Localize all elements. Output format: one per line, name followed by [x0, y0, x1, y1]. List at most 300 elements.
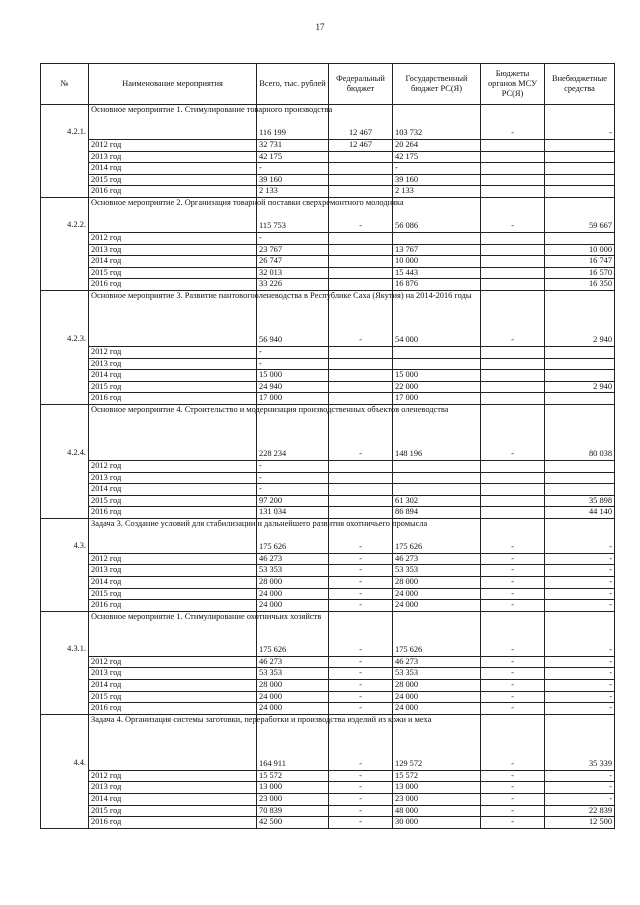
year-row — [41, 770, 615, 782]
year-state-cell: 48 000 — [393, 805, 481, 817]
year-municipal-cell: - — [481, 577, 545, 589]
section-name: Задача 3. Создание условий для стабилизации и дальнейшего развития охотничьего промысла — [89, 518, 257, 553]
year-state-cell: 17 000 — [393, 393, 481, 405]
year-municipal-cell: - — [481, 794, 545, 806]
year-federal-cell — [329, 484, 393, 496]
year-label: 2016 год — [89, 279, 257, 291]
year-row — [41, 656, 615, 668]
year-state-cell: 86 894 — [393, 507, 481, 519]
header-number: № — [41, 64, 89, 105]
year-total-cell: 42 500 — [257, 817, 329, 829]
year-label: 2013 год — [89, 244, 257, 256]
year-total-cell: 2 133 — [257, 186, 329, 198]
section-state-cell: 175 626 — [393, 611, 481, 656]
section-code: 4.2.4. — [41, 404, 89, 518]
year-total-cell: 24 000 — [257, 691, 329, 703]
year-row — [41, 186, 615, 198]
page-number: 17 — [315, 22, 325, 32]
section-row — [41, 290, 615, 346]
year-total-cell: - — [257, 484, 329, 496]
year-extrabudgetary-cell — [545, 140, 615, 152]
year-row — [41, 600, 615, 612]
year-federal-cell — [329, 370, 393, 382]
section-row — [41, 714, 615, 770]
year-label: 2014 год — [89, 163, 257, 175]
section-municipal-cell: - — [481, 105, 545, 140]
year-label: 2012 год — [89, 656, 257, 668]
year-extrabudgetary-cell — [545, 232, 615, 244]
year-extrabudgetary-cell — [545, 460, 615, 472]
year-label: 2015 год — [89, 805, 257, 817]
year-municipal-cell: - — [481, 600, 545, 612]
year-municipal-cell: - — [481, 588, 545, 600]
year-total-cell: 13 000 — [257, 782, 329, 794]
year-total-cell: - — [257, 472, 329, 484]
year-federal-cell — [329, 279, 393, 291]
year-row — [41, 472, 615, 484]
section-name: Основное мероприятие 3. Развитие пантовогооленеводства в Республике Саха (Якутия) на 2014-2016 годы — [89, 290, 257, 346]
year-federal-cell: - — [329, 600, 393, 612]
header-state-budget: Государственный бюджет РС(Я) — [393, 64, 481, 105]
year-federal-cell: - — [329, 817, 393, 829]
year-state-cell: 20 264 — [393, 140, 481, 152]
year-label: 2015 год — [89, 495, 257, 507]
year-federal-cell: - — [329, 588, 393, 600]
year-state-cell: 30 000 — [393, 817, 481, 829]
year-municipal-cell: - — [481, 782, 545, 794]
year-extrabudgetary-cell: - — [545, 691, 615, 703]
year-municipal-cell — [481, 484, 545, 496]
section-municipal-cell: - — [481, 714, 545, 770]
year-extrabudgetary-cell: - — [545, 680, 615, 692]
year-total-cell: 17 000 — [257, 393, 329, 405]
year-state-cell: 16 876 — [393, 279, 481, 291]
year-state-cell: 28 000 — [393, 577, 481, 589]
section-extrabudgetary-cell: - — [545, 105, 615, 140]
section-state-cell: 129 572 — [393, 714, 481, 770]
section-name: Основное мероприятие 2. Организация товарной поставки сверхремонтного молодняка — [89, 197, 257, 232]
section-extrabudgetary-cell: - — [545, 518, 615, 553]
section-state-cell: 103 732 — [393, 105, 481, 140]
year-row — [41, 553, 615, 565]
year-label: 2015 год — [89, 267, 257, 279]
year-extrabudgetary-cell: 10 000 — [545, 244, 615, 256]
year-municipal-cell — [481, 279, 545, 291]
year-municipal-cell: - — [481, 817, 545, 829]
year-row — [41, 393, 615, 405]
year-municipal-cell: - — [481, 691, 545, 703]
year-extrabudgetary-cell — [545, 186, 615, 198]
year-row — [41, 163, 615, 175]
year-state-cell: 39 160 — [393, 174, 481, 186]
year-federal-cell — [329, 244, 393, 256]
year-total-cell: - — [257, 346, 329, 358]
year-label: 2012 год — [89, 553, 257, 565]
year-total-cell: 42 175 — [257, 151, 329, 163]
year-state-cell — [393, 460, 481, 472]
year-municipal-cell: - — [481, 553, 545, 565]
year-municipal-cell: - — [481, 668, 545, 680]
section-code: 4.4. — [41, 714, 89, 828]
year-state-cell: 53 353 — [393, 668, 481, 680]
year-row — [41, 794, 615, 806]
year-extrabudgetary-cell: 44 140 — [545, 507, 615, 519]
section-municipal-cell: - — [481, 404, 545, 460]
year-label: 2016 год — [89, 600, 257, 612]
year-municipal-cell — [481, 140, 545, 152]
year-state-cell — [393, 358, 481, 370]
year-row — [41, 817, 615, 829]
year-extrabudgetary-cell: - — [545, 770, 615, 782]
year-total-cell: 15 000 — [257, 370, 329, 382]
year-label: 2016 год — [89, 703, 257, 715]
year-state-cell: 13 767 — [393, 244, 481, 256]
year-label: 2014 год — [89, 370, 257, 382]
year-state-cell: 24 000 — [393, 703, 481, 715]
year-label: 2015 год — [89, 691, 257, 703]
year-extrabudgetary-cell — [545, 346, 615, 358]
section-extrabudgetary-cell: - — [545, 611, 615, 656]
year-municipal-cell: - — [481, 805, 545, 817]
year-extrabudgetary-cell: - — [545, 656, 615, 668]
year-label: 2013 год — [89, 668, 257, 680]
year-extrabudgetary-cell: - — [545, 782, 615, 794]
year-federal-cell — [329, 507, 393, 519]
year-municipal-cell — [481, 244, 545, 256]
year-total-cell: 28 000 — [257, 577, 329, 589]
year-total-cell: 53 353 — [257, 565, 329, 577]
header-federal-budget: Федеральный бюджет — [329, 64, 393, 105]
section-state-cell: 54 000 — [393, 290, 481, 346]
section-row — [41, 105, 615, 140]
year-row — [41, 691, 615, 703]
year-label: 2016 год — [89, 393, 257, 405]
year-row — [41, 174, 615, 186]
section-name: Задача 4. Организация системы заготовки, переработки и производства изделий из кожи и меха — [89, 714, 257, 770]
year-federal-cell: - — [329, 805, 393, 817]
year-state-cell — [393, 346, 481, 358]
year-extrabudgetary-cell: 22 839 — [545, 805, 615, 817]
year-total-cell: 53 353 — [257, 668, 329, 680]
year-row — [41, 495, 615, 507]
year-municipal-cell: - — [481, 703, 545, 715]
year-row — [41, 256, 615, 268]
year-label: 2014 год — [89, 794, 257, 806]
year-federal-cell — [329, 472, 393, 484]
year-municipal-cell — [481, 186, 545, 198]
section-federal-cell: - — [329, 404, 393, 460]
year-federal-cell — [329, 174, 393, 186]
section-code: 4.3. — [41, 518, 89, 611]
year-total-cell: 24 000 — [257, 600, 329, 612]
year-municipal-cell — [481, 346, 545, 358]
section-federal-cell: - — [329, 197, 393, 232]
year-row — [41, 151, 615, 163]
section-federal-cell: - — [329, 290, 393, 346]
section-code: 4.2.2. — [41, 197, 89, 290]
year-municipal-cell: - — [481, 680, 545, 692]
year-extrabudgetary-cell — [545, 472, 615, 484]
year-total-cell: - — [257, 232, 329, 244]
year-state-cell — [393, 472, 481, 484]
year-municipal-cell — [481, 507, 545, 519]
year-row — [41, 588, 615, 600]
year-label: 2014 год — [89, 577, 257, 589]
year-total-cell: 15 572 — [257, 770, 329, 782]
year-state-cell: 22 000 — [393, 381, 481, 393]
year-label: 2013 год — [89, 472, 257, 484]
section-municipal-cell: - — [481, 197, 545, 232]
year-federal-cell: - — [329, 553, 393, 565]
section-extrabudgetary-cell: 59 667 — [545, 197, 615, 232]
section-federal-cell: - — [329, 611, 393, 656]
budget-table — [40, 63, 615, 829]
year-row — [41, 358, 615, 370]
year-total-cell: 131 034 — [257, 507, 329, 519]
year-extrabudgetary-cell: 2 940 — [545, 381, 615, 393]
year-municipal-cell — [481, 151, 545, 163]
year-state-cell: 2 133 — [393, 186, 481, 198]
year-total-cell: 23 000 — [257, 794, 329, 806]
year-state-cell — [393, 484, 481, 496]
year-extrabudgetary-cell: 16 747 — [545, 256, 615, 268]
year-state-cell: 53 353 — [393, 565, 481, 577]
year-state-cell: 23 000 — [393, 794, 481, 806]
year-label: 2012 год — [89, 232, 257, 244]
year-state-cell: 24 000 — [393, 691, 481, 703]
year-municipal-cell — [481, 460, 545, 472]
section-extrabudgetary-cell: 2 940 — [545, 290, 615, 346]
year-municipal-cell: - — [481, 770, 545, 782]
section-municipal-cell: - — [481, 290, 545, 346]
year-municipal-cell: - — [481, 565, 545, 577]
year-municipal-cell — [481, 232, 545, 244]
year-federal-cell: - — [329, 691, 393, 703]
year-municipal-cell — [481, 381, 545, 393]
year-label: 2015 год — [89, 588, 257, 600]
year-municipal-cell — [481, 472, 545, 484]
year-row — [41, 381, 615, 393]
year-federal-cell — [329, 256, 393, 268]
year-total-cell: 28 000 — [257, 680, 329, 692]
year-federal-cell — [329, 393, 393, 405]
section-state-cell: 148 196 — [393, 404, 481, 460]
section-federal-cell: - — [329, 714, 393, 770]
year-federal-cell: - — [329, 668, 393, 680]
year-label: 2012 год — [89, 140, 257, 152]
header-municipal-budget: Бюджеты органов МСУ РС(Я) — [481, 64, 545, 105]
year-federal-cell — [329, 186, 393, 198]
year-state-cell: 61 302 — [393, 495, 481, 507]
year-state-cell: 46 273 — [393, 553, 481, 565]
year-municipal-cell — [481, 267, 545, 279]
year-total-cell: 24 000 — [257, 703, 329, 715]
year-extrabudgetary-cell: - — [545, 668, 615, 680]
year-row — [41, 140, 615, 152]
year-state-cell: 15 443 — [393, 267, 481, 279]
year-total-cell: 33 226 — [257, 279, 329, 291]
year-row — [41, 346, 615, 358]
year-total-cell: - — [257, 163, 329, 175]
year-extrabudgetary-cell: - — [545, 794, 615, 806]
section-row — [41, 197, 615, 232]
year-total-cell: 24 000 — [257, 588, 329, 600]
year-federal-cell: 12 467 — [329, 140, 393, 152]
year-federal-cell — [329, 495, 393, 507]
year-state-cell: 13 000 — [393, 782, 481, 794]
year-label: 2012 год — [89, 770, 257, 782]
section-code: 4.2.3. — [41, 290, 89, 404]
year-label: 2016 год — [89, 186, 257, 198]
year-row — [41, 460, 615, 472]
year-state-cell: 42 175 — [393, 151, 481, 163]
year-municipal-cell — [481, 174, 545, 186]
section-name: Основное мероприятие 1. Стимулирование охотничьих хозяйств — [89, 611, 257, 656]
year-federal-cell — [329, 460, 393, 472]
year-extrabudgetary-cell — [545, 151, 615, 163]
year-state-cell: 15 572 — [393, 770, 481, 782]
year-extrabudgetary-cell: - — [545, 577, 615, 589]
year-municipal-cell — [481, 163, 545, 175]
year-row — [41, 782, 615, 794]
year-federal-cell — [329, 267, 393, 279]
table-header-row — [41, 64, 615, 105]
year-total-cell: 24 940 — [257, 381, 329, 393]
table-body — [41, 105, 615, 829]
year-total-cell: 23 767 — [257, 244, 329, 256]
year-municipal-cell — [481, 393, 545, 405]
year-label: 2015 год — [89, 174, 257, 186]
section-federal-cell: 12 467 — [329, 105, 393, 140]
section-code: 4.2.1. — [41, 105, 89, 198]
year-total-cell: 32 013 — [257, 267, 329, 279]
header-extrabudgetary: Внебюджетные средства — [545, 64, 615, 105]
year-row — [41, 565, 615, 577]
year-label: 2016 год — [89, 817, 257, 829]
section-state-cell: 175 626 — [393, 518, 481, 553]
year-state-cell: - — [393, 163, 481, 175]
year-label: 2014 год — [89, 680, 257, 692]
section-total-cell: 175 626 — [257, 518, 329, 553]
year-label: 2015 год — [89, 381, 257, 393]
year-extrabudgetary-cell: 12 500 — [545, 817, 615, 829]
section-total-cell: 175 626 — [257, 611, 329, 656]
year-row — [41, 703, 615, 715]
year-label: 2012 год — [89, 346, 257, 358]
year-extrabudgetary-cell: - — [545, 553, 615, 565]
section-name: Основное мероприятие 4. Строительство и модернизация производственных объектов оленеводства — [89, 404, 257, 460]
year-municipal-cell: - — [481, 656, 545, 668]
year-state-cell: 24 000 — [393, 588, 481, 600]
year-label: 2013 год — [89, 565, 257, 577]
year-state-cell: 10 000 — [393, 256, 481, 268]
section-code: 4.3.1. — [41, 611, 89, 714]
year-row — [41, 267, 615, 279]
year-row — [41, 577, 615, 589]
year-extrabudgetary-cell — [545, 484, 615, 496]
year-row — [41, 370, 615, 382]
year-federal-cell — [329, 151, 393, 163]
year-total-cell: 46 273 — [257, 553, 329, 565]
year-total-cell: 70 839 — [257, 805, 329, 817]
section-total-cell: 56 940 — [257, 290, 329, 346]
year-extrabudgetary-cell — [545, 393, 615, 405]
year-federal-cell — [329, 232, 393, 244]
year-total-cell: 46 273 — [257, 656, 329, 668]
year-state-cell: 28 000 — [393, 680, 481, 692]
year-federal-cell — [329, 163, 393, 175]
year-label: 2013 год — [89, 151, 257, 163]
section-state-cell: 56 086 — [393, 197, 481, 232]
section-row — [41, 404, 615, 460]
year-federal-cell: - — [329, 680, 393, 692]
year-federal-cell: - — [329, 782, 393, 794]
section-row — [41, 611, 615, 656]
header-total: Всего, тыс. рублей — [257, 64, 329, 105]
section-row — [41, 518, 615, 553]
year-row — [41, 507, 615, 519]
year-federal-cell: - — [329, 703, 393, 715]
year-total-cell: 32 731 — [257, 140, 329, 152]
section-total-cell: 115 753 — [257, 197, 329, 232]
year-label: 2013 год — [89, 358, 257, 370]
section-municipal-cell: - — [481, 518, 545, 553]
year-row — [41, 668, 615, 680]
section-federal-cell: - — [329, 518, 393, 553]
year-total-cell: 26 747 — [257, 256, 329, 268]
year-label: 2014 год — [89, 484, 257, 496]
year-extrabudgetary-cell — [545, 174, 615, 186]
year-extrabudgetary-cell: 16 350 — [545, 279, 615, 291]
year-municipal-cell — [481, 358, 545, 370]
year-extrabudgetary-cell: - — [545, 703, 615, 715]
year-extrabudgetary-cell — [545, 163, 615, 175]
year-row — [41, 232, 615, 244]
year-state-cell — [393, 232, 481, 244]
year-label: 2016 год — [89, 507, 257, 519]
year-federal-cell — [329, 358, 393, 370]
year-total-cell: - — [257, 460, 329, 472]
year-federal-cell: - — [329, 794, 393, 806]
year-state-cell: 24 000 — [393, 600, 481, 612]
year-row — [41, 279, 615, 291]
year-extrabudgetary-cell — [545, 370, 615, 382]
year-extrabudgetary-cell: - — [545, 588, 615, 600]
year-row — [41, 244, 615, 256]
section-name: Основное мероприятие 1. Стимулирование товарного производства — [89, 105, 257, 140]
year-federal-cell — [329, 346, 393, 358]
section-total-cell: 116 199 — [257, 105, 329, 140]
year-state-cell: 46 273 — [393, 656, 481, 668]
year-extrabudgetary-cell — [545, 358, 615, 370]
year-extrabudgetary-cell: 35 898 — [545, 495, 615, 507]
header-activity-name: Наименование мероприятия — [89, 64, 257, 105]
year-federal-cell: - — [329, 770, 393, 782]
year-label: 2013 год — [89, 782, 257, 794]
section-extrabudgetary-cell: 35 339 — [545, 714, 615, 770]
year-federal-cell: - — [329, 577, 393, 589]
year-federal-cell: - — [329, 565, 393, 577]
year-municipal-cell — [481, 256, 545, 268]
year-extrabudgetary-cell: 16 570 — [545, 267, 615, 279]
year-row — [41, 484, 615, 496]
year-label: 2014 год — [89, 256, 257, 268]
year-federal-cell: - — [329, 656, 393, 668]
section-total-cell: 164 911 — [257, 714, 329, 770]
year-row — [41, 680, 615, 692]
year-total-cell: 39 160 — [257, 174, 329, 186]
year-row — [41, 805, 615, 817]
